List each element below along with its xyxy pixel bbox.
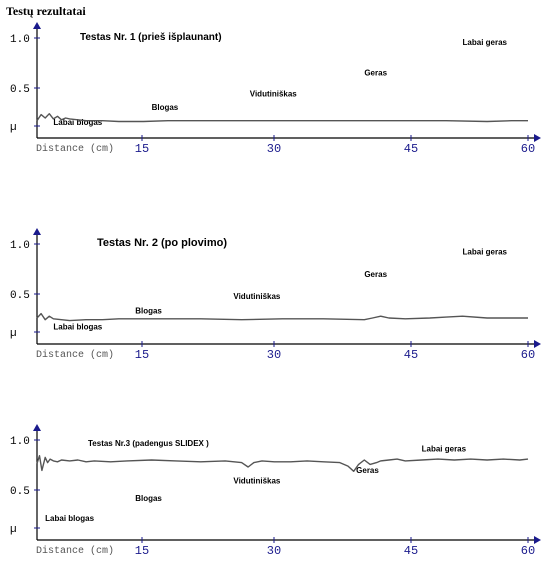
y-tick-label: 1.0	[10, 436, 30, 448]
y-tick-label: 0.5	[10, 290, 30, 302]
chart-title: Testas Nr.3 (padengus SLIDEX )	[88, 439, 209, 448]
y-axis-arrow	[33, 228, 41, 235]
x-axis-arrow	[534, 340, 541, 348]
chart-test-2	[0, 224, 550, 364]
zone-annotation: Labai blogas	[53, 322, 103, 332]
y-axis-arrow	[33, 424, 41, 431]
y-tick-label: 0.5	[10, 84, 30, 96]
x-tick-label: 15	[134, 544, 150, 558]
zone-annotation: Geras	[364, 68, 388, 78]
zone-annotation: Vidutiniškas	[249, 89, 297, 99]
series-line	[37, 314, 528, 321]
x-axis-label: Distance (cm)	[36, 546, 115, 557]
y-tick-label: 1.0	[10, 240, 30, 252]
x-tick-label: 45	[403, 544, 419, 558]
y-tick-label: µ	[10, 328, 17, 340]
page-title: Testų rezultatai	[6, 4, 86, 18]
x-tick-label: 45	[403, 142, 419, 156]
chart-title: Testas Nr. 2 (po plovimo)	[97, 237, 227, 249]
x-tick-label: 45	[403, 348, 419, 362]
zone-annotation: Geras	[364, 270, 388, 280]
x-tick-label: 15	[134, 348, 150, 362]
zone-annotation: Blogas	[135, 306, 162, 316]
x-tick-label: 15	[134, 142, 150, 156]
series-line	[37, 114, 528, 122]
y-axis-arrow	[33, 22, 41, 29]
zone-annotation: Labai blogas	[45, 513, 95, 523]
zone-annotation: Blogas	[151, 103, 179, 113]
zone-annotation: Labai blogas	[53, 118, 103, 127]
y-tick-label: 1.0	[10, 34, 30, 46]
y-tick-label: µ	[10, 524, 17, 536]
x-axis-label: Distance (cm)	[36, 350, 115, 361]
series-line	[37, 456, 528, 472]
zone-annotation: Geras	[356, 466, 379, 476]
zone-annotation: Labai geras	[462, 37, 508, 47]
chart-title: Testas Nr. 1 (prieš išplaunant)	[80, 32, 222, 43]
x-axis-arrow	[534, 134, 541, 142]
zone-annotation: Blogas	[135, 493, 162, 503]
x-tick-label: 60	[520, 142, 536, 156]
x-tick-label: 30	[266, 142, 282, 156]
zone-annotation: Labai geras	[462, 247, 508, 257]
x-tick-label: 60	[520, 348, 536, 362]
x-tick-label: 30	[266, 348, 282, 362]
x-tick-label: 30	[266, 544, 282, 558]
x-axis-arrow	[534, 536, 541, 544]
x-axis-label: Distance (cm)	[36, 144, 115, 155]
y-tick-label: µ	[10, 122, 17, 134]
x-tick-label: 60	[520, 544, 536, 558]
zone-annotation: Labai geras	[421, 444, 467, 454]
y-tick-label: 0.5	[10, 486, 30, 498]
zone-annotation: Vidutiniškas	[233, 291, 281, 301]
chart-test-3	[0, 420, 550, 560]
chart-test-1	[0, 18, 550, 158]
zone-annotation: Vidutiniškas	[233, 476, 281, 486]
